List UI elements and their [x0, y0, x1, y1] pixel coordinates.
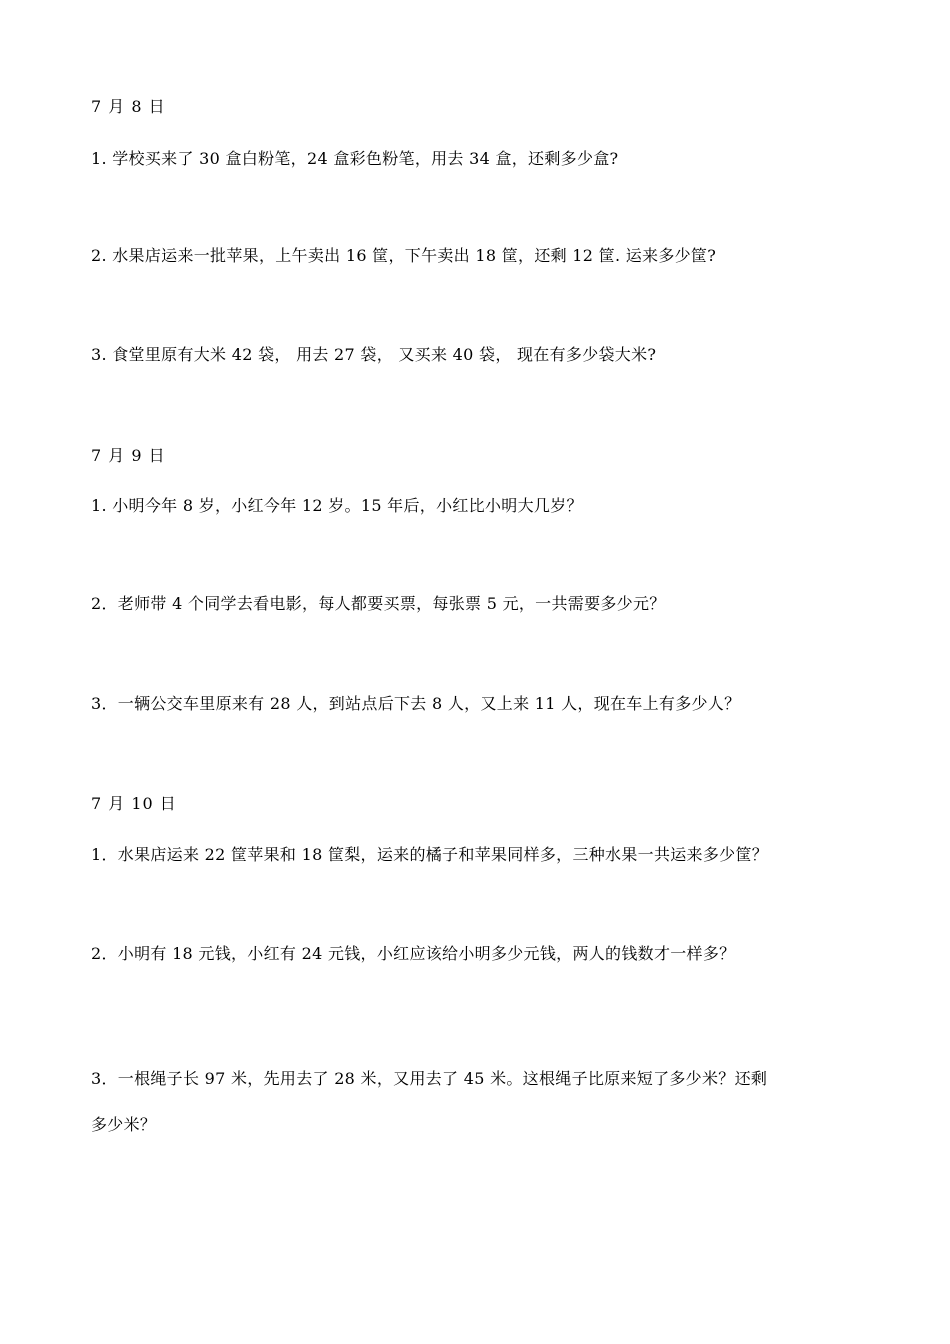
question-item: 3. 食堂里原有大米 42 袋， 用去 27 袋， 又买来 40 袋， 现在有多少袋大米? — [91, 345, 657, 364]
question-item: 2．小明有 18 元钱，小红有 24 元钱，小红应该给小明多少元钱，两人的钱数才一样多？ — [91, 944, 736, 963]
question-item: 3．一根绳子长 97 米，先用去了 28 米，又用去了 45 米。这根绳子比原来短了多少米？还剩 — [91, 1069, 768, 1088]
question-item: 2．老师带 4 个同学去看电影，每人都要买票，每张票 5 元，一共需要多少元？ — [91, 594, 666, 613]
section-date: 7 月 8 日 — [91, 97, 166, 116]
question-item: 1. 小明今年 8 岁，小红今年 12 岁。15 年后，小红比小明大几岁？ — [91, 496, 583, 515]
section-date: 7 月 9 日 — [91, 446, 166, 465]
question-item: 1. 学校买来了 30 盒白粉笔，24 盒彩色粉笔，用去 34 盒，还剩多少盒? — [91, 149, 619, 168]
section-date: 7 月 10 日 — [91, 794, 177, 813]
question-item: 2. 水果店运来一批苹果，上午卖出 16 筐，下午卖出 18 筐，还剩 12 筐. 运来多少筐? — [91, 246, 717, 265]
question-item: 1．水果店运来 22 筐苹果和 18 筐梨，运来的橘子和苹果同样多，三种水果一共运来多少筐？ — [91, 845, 769, 864]
question-item-continued: 多少米？ — [91, 1115, 157, 1134]
question-item: 3．一辆公交车里原来有 28 人，到站点后下去 8 人，又上来 11 人，现在车上有多少人？ — [91, 694, 741, 713]
